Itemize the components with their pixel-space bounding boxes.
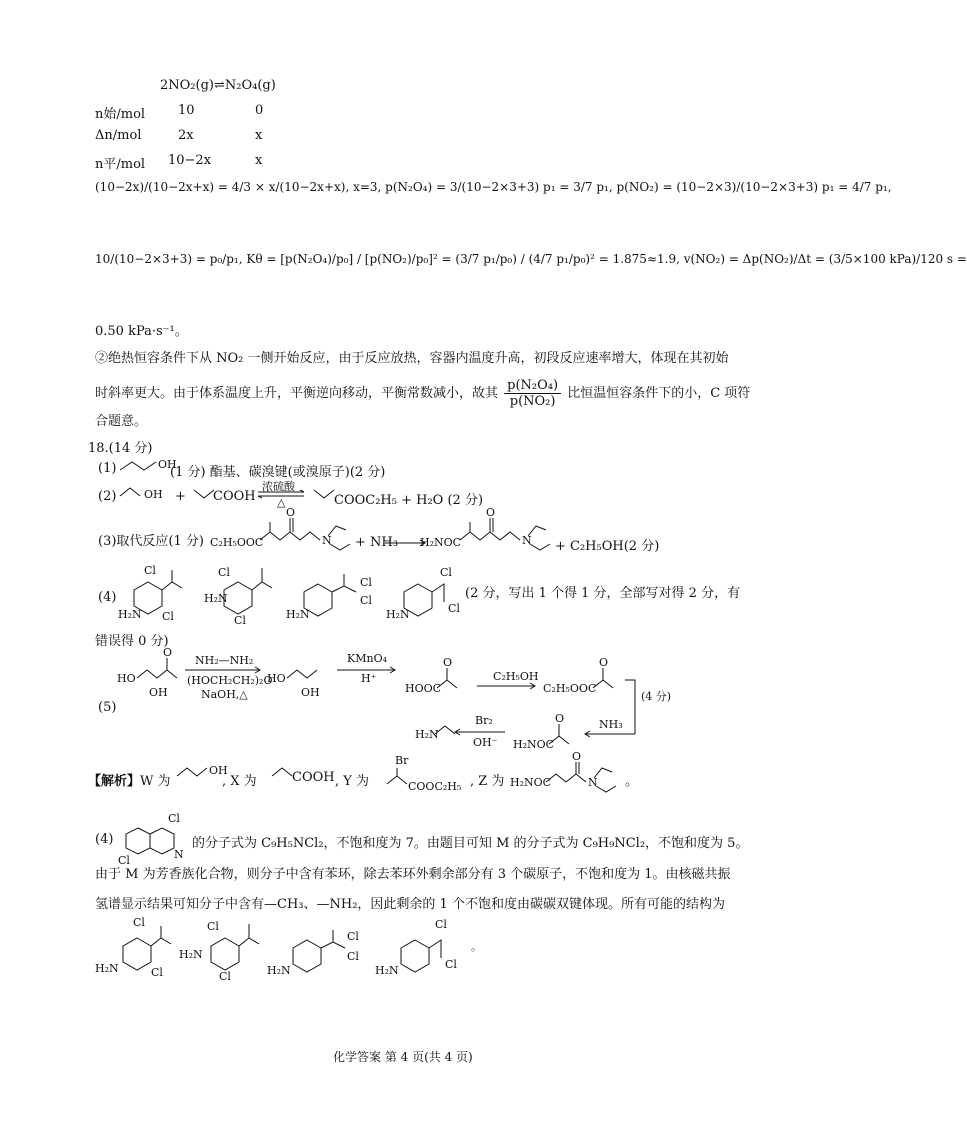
row-equilibrium-a: 10−2x — [168, 153, 212, 168]
butanol-structure — [118, 458, 178, 478]
row-initial-a: 10 — [178, 103, 195, 118]
row-equilibrium-b: x — [255, 153, 263, 168]
r5-bot: OH⁻ — [473, 736, 498, 749]
r2-top: KMnO₄ — [347, 652, 387, 665]
part-2-condition-top: 浓硫酸 — [262, 480, 295, 493]
r2-bot: H⁺ — [361, 672, 377, 685]
product-amine-n: N — [522, 534, 532, 547]
analysis-x: , X 为 — [222, 774, 257, 789]
r1-top: NH₂—NH₂ — [195, 654, 254, 667]
analysis-tag: 【解析】 — [88, 774, 141, 789]
para-b-tail: 比恒温恒容条件下的小，C 项符 — [567, 386, 751, 401]
amine-n: N — [322, 534, 332, 547]
analysis-y: , Y 为 — [335, 774, 369, 789]
y-br: Br — [395, 754, 409, 767]
isomer4-cl-2: Cl — [448, 602, 460, 615]
a-isomer1-cl-bottom: Cl — [151, 966, 163, 979]
oh-label-2: OH — [144, 488, 163, 501]
start-ho: HO — [117, 672, 136, 685]
part-3-tail: + C₂H₅OH(2 分) — [555, 539, 660, 554]
z-structure — [510, 750, 630, 794]
ratio-denominator: p(NO₂) — [509, 394, 556, 409]
quinoline-cl-top: Cl — [168, 812, 180, 825]
z-n: N — [588, 776, 598, 789]
row-initial-label: n始/mol — [95, 107, 146, 122]
para-b-text: 时斜率更大。由于体系温度上升，平衡逆向移动，平衡常数减小，故其 — [95, 386, 499, 401]
equilibrium-equation: 2NO₂(g)⇌N₂O₄(g) — [160, 78, 276, 93]
analysis-part-4-text: 的分子式为 C₉H₅NCl₂，不饱和度为 7。由题目可知 M 的分子式为 C₉H₉NCl₂，不饱和度为 5。 — [192, 836, 749, 851]
r3-top: C₂H₅OH — [493, 670, 539, 683]
row-change-label: Δn/mol — [95, 128, 142, 143]
oh-label: OH — [158, 458, 177, 471]
part-2-condition-bottom: △ — [277, 496, 286, 509]
quinoline-structure — [118, 810, 198, 867]
row-change-a: 2x — [178, 128, 194, 143]
analysis-part-4-label: (4) — [95, 832, 114, 847]
ratio-numerator: p(N₂O₄) — [504, 378, 561, 394]
isomer3-h2n: H₂N — [286, 608, 310, 621]
isomer3-cl-2: Cl — [360, 594, 372, 607]
part-5-score: (4 分) — [641, 690, 672, 703]
a-isomer2-cl-bottom: Cl — [219, 970, 231, 983]
analysis-y-tail: COOC₂H₅ — [408, 780, 462, 793]
part-1-score: (1 分) 酯基、碳溴键(或溴原子)(2 分) — [170, 465, 386, 480]
r1-mid: (HOCH₂CH₂)₂O — [187, 674, 273, 687]
row-initial-b: 0 — [255, 103, 264, 118]
int3-ester: C₂H₅OOC — [543, 682, 597, 695]
isomer4-h2n: H₂N — [386, 608, 410, 621]
part-5-synthesis-route — [115, 646, 765, 760]
a-isomer2-h2n: H₂N — [179, 948, 203, 961]
r4: NH₃ — [599, 718, 623, 731]
int1-oh: OH — [301, 686, 320, 699]
isomer2-h2n: H₂N — [204, 592, 228, 605]
row-equilibrium-label: n平/mol — [95, 157, 146, 172]
analysis-line-1 — [88, 770, 171, 789]
product-carbonyl-o: O — [486, 506, 496, 519]
int2-o: O — [443, 656, 453, 669]
isomer1-cl-top: Cl — [144, 564, 156, 577]
int1-ho: HO — [267, 672, 286, 685]
int2-acid: HOOC — [405, 682, 442, 695]
svg-text:。: 。 — [471, 940, 482, 953]
isomer2-cl-top: Cl — [218, 566, 230, 579]
analysis-line-2: 由于 M 为芳香族化合物，则分子中含有苯环，除去苯环外剩余部分有 3 个碳原子，不饱和度为 1。由核磁共振 — [95, 867, 731, 882]
calc-line-4: (10−2x)/(10−2x+x) = 4/3 × x/(10−2x+x), x=3, p(N₂O₄) = 3/(10−2×3+3) p₁ = 3/7 p₁, p(NO₂) = (10−2×3)/(10−2×3+3) p₁ = 4/7 p₁, — [95, 180, 892, 194]
analysis-x-tail: COOH — [292, 770, 335, 785]
part-2-reagent: COOH — [213, 489, 256, 504]
int3-o: O — [599, 656, 609, 669]
analysis-w: W 为 — [140, 774, 171, 789]
a-isomer4-cl-2: Cl — [445, 958, 457, 971]
para-line-c: 合题意。 — [95, 414, 148, 429]
a-isomer2-cl-top: Cl — [207, 920, 219, 933]
a-isomer3-cl-2: Cl — [347, 950, 359, 963]
part-4-score-a: (2 分，写出 1 个得 1 分，全部写对得 2 分，有 — [465, 586, 741, 601]
int4-o: O — [555, 712, 565, 725]
a-isomer3-cl-1: Cl — [347, 930, 359, 943]
start-oh: OH — [149, 686, 168, 699]
isomer1-h2n: H₂N — [118, 608, 142, 621]
para-line-b — [95, 378, 750, 409]
a-isomer3-h2n: H₂N — [267, 964, 291, 977]
analysis-isomer-structures — [95, 910, 575, 983]
isomer2-cl-bottom: Cl — [234, 614, 246, 627]
r5-top: Br₂ — [475, 714, 493, 727]
part-3-plus-nh3: + NH₃ — [355, 535, 398, 550]
analysis-z: , Z 为 — [470, 774, 505, 789]
a-isomer4-cl-1: Cl — [435, 918, 447, 931]
analysis-line-3: 氢谱显示结果可知分子中含有—CH₃、—NH₂，因此剩余的 1 个不饱和度由碳碳双键体现。所有可能的结构为 — [95, 897, 725, 912]
z-o: O — [572, 750, 582, 763]
a-isomer1-h2n: H₂N — [95, 962, 119, 975]
int4-amide: H₂NOC — [513, 738, 555, 751]
z-head: H₂NOC — [510, 776, 552, 789]
part-1-label: (1) — [98, 461, 117, 476]
start-o: O — [163, 646, 173, 659]
part-2-product: COOC₂H₅ + H₂O (2 分) — [334, 493, 484, 508]
para-line-a: ②绝热恒容条件下从 NO₂ 一侧开始反应，由于反应放热，容器内温度升高，初段反应速率增大，体现在其初始 — [95, 351, 729, 366]
calc-line-5: 10/(10−2×3+3) = p₀/p₁, Kθ = [p(N₂O₄)/p₀] / [p(NO₂)/p₀]² = (3/7 p₁/p₀) / (4/7 p₁/p₀)² = 1.875≈1.9, v(NO₂) = Δp(NO₂)/Δt = (3/5×100 kPa)/120 s = — [95, 252, 967, 266]
isomer1-cl-bottom: Cl — [162, 610, 174, 623]
part-4-label: (4) — [98, 590, 117, 605]
w-oh: OH — [209, 764, 228, 777]
part-2-label: (2) — [98, 489, 117, 504]
isomer3-cl-1: Cl — [360, 576, 372, 589]
isomer4-cl-1: Cl — [440, 566, 452, 579]
reactant-ester-group: C₂H₅OOC — [210, 536, 264, 549]
carbonyl-o: O — [286, 506, 296, 519]
ethanol-structure — [118, 484, 168, 504]
a-isomer4-h2n: H₂N — [375, 964, 399, 977]
r1-bot: NaOH,△ — [201, 688, 248, 701]
question-18-heading: 18.(14 分) — [88, 441, 153, 456]
calc-line-6: 0.50 kPa·s⁻¹。 — [95, 324, 188, 339]
quinoline-cl-bottom: Cl — [118, 854, 130, 867]
final-h2n: H₂N — [415, 728, 439, 741]
row-change-b: x — [255, 128, 263, 143]
page-footer: 化学答案 第 4 页(共 4 页) — [333, 1050, 473, 1064]
plus-sign: + — [175, 489, 186, 504]
part-4-score-b: 错误得 0 分) — [95, 634, 169, 649]
w-structure — [175, 764, 228, 784]
a-isomer1-cl-top: Cl — [133, 916, 145, 929]
partial-pressure-ratio — [504, 378, 561, 409]
analysis-z-end: 。 — [625, 774, 639, 789]
part-5-label: (5) — [98, 700, 117, 715]
part-3-label: (3)取代反应(1 分) — [98, 534, 204, 549]
product-amide-group: H₂NOC — [420, 536, 462, 549]
quinoline-n: N — [174, 848, 184, 861]
